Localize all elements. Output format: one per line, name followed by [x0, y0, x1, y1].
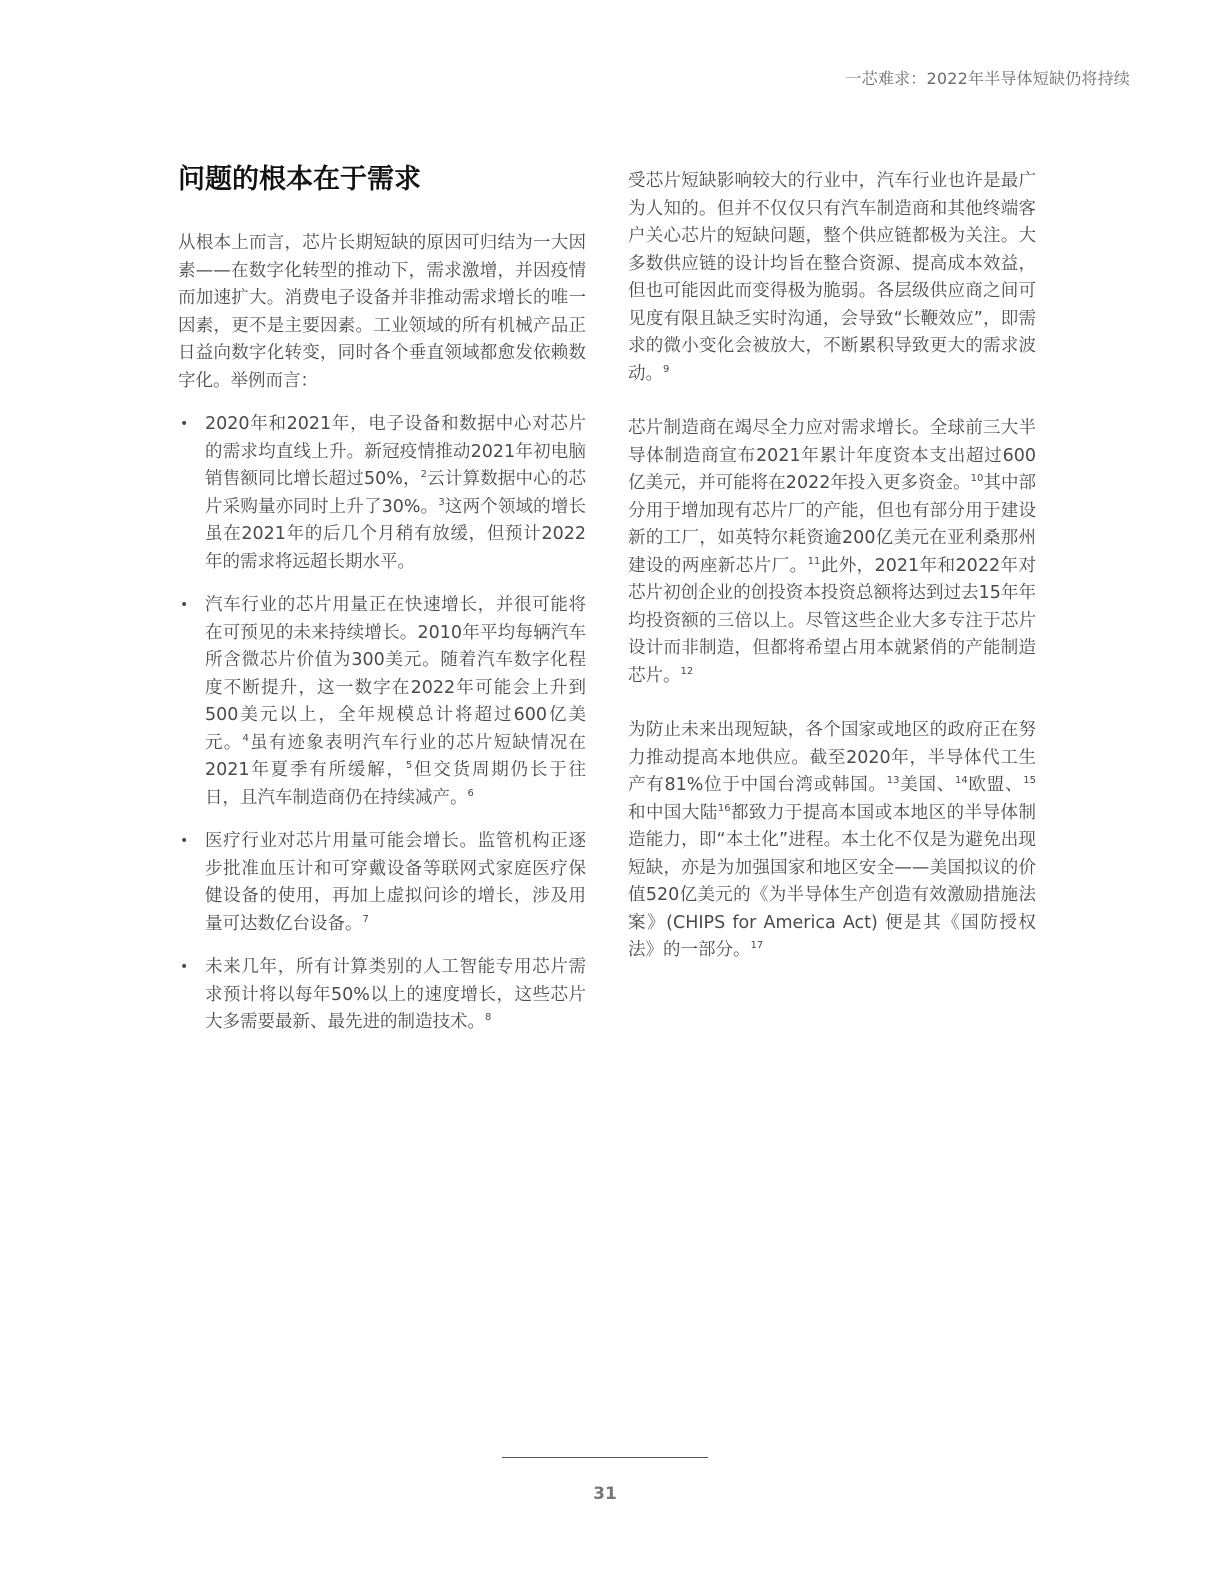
footnote-ref: 13 [886, 775, 900, 787]
bullet-item-electronics: • 2020年和2021年，电子设备和数据中心对芯片的需求均直线上升。新冠疫情推动2021年初电脑销售额同比增长超过50%，$^2$云计算数据中心的芯片采购量亦同时上升了30%。$^3$这两个领域的增长虽在2021年的后几个月稍有放缓，但预计2022年的需求将远超长期水平。 [178, 411, 586, 576]
footnote-ref: 16 [717, 802, 731, 814]
left-column [178, 160, 586, 1053]
footnote-ref: 11 [807, 555, 821, 567]
footnote-ref: 8 [485, 1012, 492, 1024]
bullet-icon: • [180, 833, 189, 849]
footnote-ref: 9 [663, 363, 670, 375]
bullet-item-ai: • 未来几年，所有计算类别的人工智能专用芯片需求预计将以每年50%以上的速度增长，这些芯片大多需要最新、最先进的制造技术。$^8$ [178, 954, 586, 1037]
footer-divider [502, 1457, 708, 1458]
intro-paragraph: 从根本上而言，芯片长期短缺的原因可归结为一大因素——在数字化转型的推动下，需求激增，并因疫情而加速扩大。消费电子设备并非推动需求增长的唯一因素，更不是主要因素。工业领域的所有机械产品正日益向数字化转变，同时各个垂直领域都愈发依赖数字化。举例而言： [178, 233, 586, 391]
supply-chain-paragraph: 受芯片短缺影响较大的行业中，汽车行业也许是最广为人知的。但并不仅仅只有汽车制造商和其他终端客户关心芯片的短缺问题，整个供应链都极为关注。大多数供应链的设计均旨在整合资源、提高成本效益，但也可能因此而变得极为脆弱。各层级供应商之间可见度有限且缺乏实时沟通，会导致“长鞭效应”，即需求的微小变化会被放大，不断累积导致更大的需求波动。$^9$ [628, 171, 1036, 384]
bullet-item-medical: • 医疗行业对芯片用量可能会增长。监管机构正逐步批准血压计和可穿戴设备等联网式家庭医疗保健设备的使用，再加上虚拟问诊的增长，涉及用量可达数亿台设备。$^7$ [178, 828, 586, 938]
running-header: 一芯难求：2022年半导体短缺仍将持续 [845, 69, 1130, 88]
footnote-ref: 6 [467, 787, 474, 799]
localization-paragraph: 为防止未来出现短缺，各个国家或地区的政府正在努力推动提高本地供应。截至2020年，半导体代工生产有81%位于中国台湾或韩国。$^{13}$美国、$^{14}$欧盟、$^{15}$和中国大陆$^{16}$都致力于提高本国或本地区的半导体制造能力，即“本土化”进程。本土化不仅是为避免出现短缺，亦是为加强国家和地区安全——美国拟议的价值520亿美元的《为半导体生产创造有效激励措施法案》(CHIPS for America Act) 便是其《国防授权法》的一部分。$^{17}$ [628, 720, 1037, 960]
footnote-ref: 4 [242, 732, 249, 744]
footnote-ref: 12 [680, 665, 694, 677]
footnote-ref: 7 [362, 913, 369, 925]
manufacturers-paragraph: 芯片制造商在竭尽全力应对需求增长。全球前三大半导体制造商宣布2021年累计年度资本支出超过600亿美元，并可能将在2022年投入更多资金。$^{10}$其中部分用于增加现有芯片厂的产能，但也有部分用于建设新的工厂，如英特尔耗资逾200亿美元在亚利桑那州建设的两座新芯片厂。$^{11}$此外，2021年和2022年对芯片初创企业的创投资本投资总额将达到过去15年年均投资额的三倍以上。尽管这些企业大多专注于芯片设计而非制造，但都将希望占用本就紧俏的产能制造芯片。$^{12}$ [628, 418, 1036, 686]
footnote-ref: 17 [750, 940, 764, 952]
page-number: 31 [593, 1484, 617, 1504]
footnote-ref: 2 [420, 469, 428, 481]
bullet-item-automotive: • 汽车行业的芯片用量正在快速增长，并很可能将在可预见的未来持续增长。2010年平均每辆汽车所含微芯片价值为300美元。随着汽车数字化程度不断提升，这一数字在2022年可能会上升到500美元以上，全年规模总计将超过600亿美元。$^4$虽有迹象表明汽车行业的芯片短缺情况在2021年夏季有所缓解，$^5$但交货周期仍长于往日，且汽车制造商仍在持续减产。$^6$ [178, 592, 586, 812]
footnote-ref: 5 [405, 760, 413, 772]
right-column [628, 168, 1036, 992]
footnote-ref: 3 [438, 496, 445, 508]
footnote-ref: 14 [955, 775, 968, 787]
bullet-icon: • [180, 416, 189, 432]
bullet-icon: • [180, 959, 189, 975]
footnote-ref: 15 [1023, 775, 1036, 787]
bullet-list [178, 411, 586, 1037]
section-heading: 问题的根本在于需求 [178, 164, 421, 195]
footnote-ref: 10 [970, 473, 984, 485]
bullet-icon: • [180, 597, 189, 613]
